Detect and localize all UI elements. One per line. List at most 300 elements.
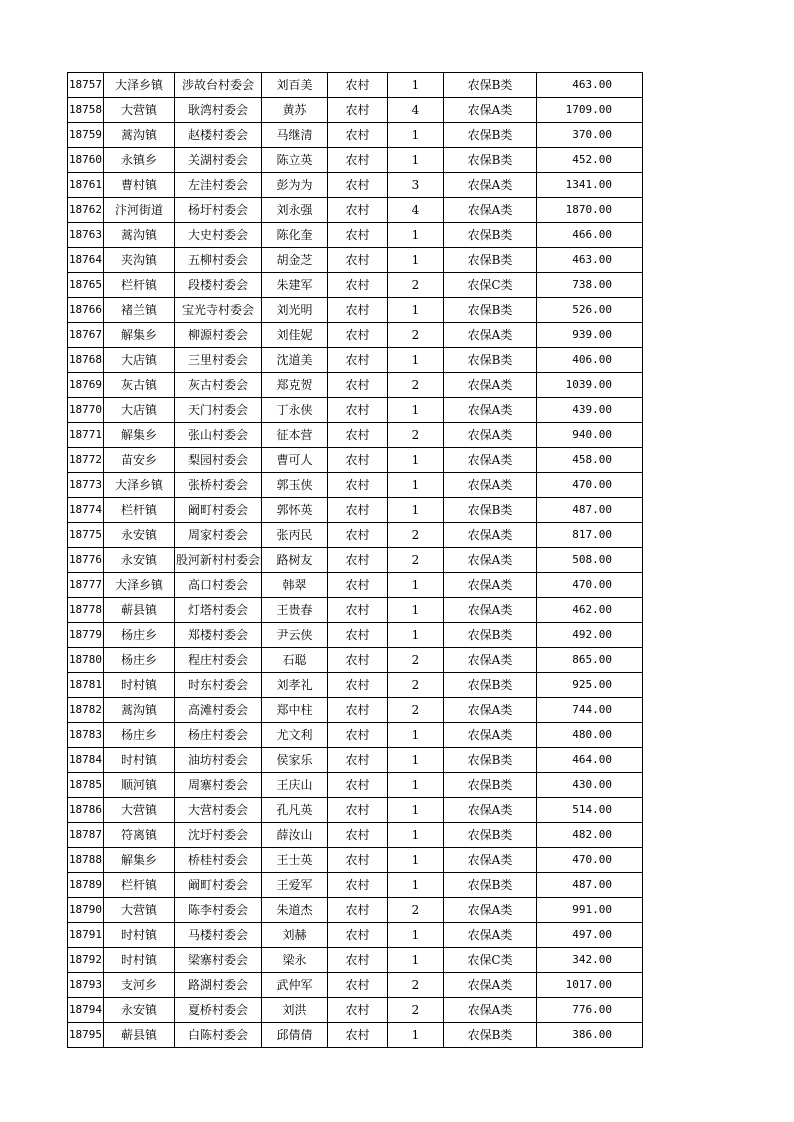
town-cell: 时村镇 [104, 748, 175, 773]
category-cell: 农保A类 [444, 698, 537, 723]
name-cell: 石聪 [262, 648, 328, 673]
household-size-cell: 2 [388, 648, 444, 673]
category-cell: 农保A类 [444, 173, 537, 198]
amount-cell: 470.00 [537, 848, 643, 873]
village-committee-cell: 张山村委会 [175, 423, 262, 448]
row-number-cell: 18760 [68, 148, 104, 173]
village-committee-cell: 高滩村委会 [175, 698, 262, 723]
village-committee-cell: 阚町村委会 [175, 498, 262, 523]
table-row [68, 123, 643, 148]
amount-cell: 470.00 [537, 573, 643, 598]
category-cell: 农保B类 [444, 348, 537, 373]
area-type-cell: 农村 [328, 398, 388, 423]
amount-cell: 470.00 [537, 473, 643, 498]
category-cell: 农保A类 [444, 548, 537, 573]
household-size-cell: 1 [388, 623, 444, 648]
town-cell: 顺河镇 [104, 773, 175, 798]
town-cell: 蕲县镇 [104, 598, 175, 623]
table-row [68, 398, 643, 423]
amount-cell: 487.00 [537, 873, 643, 898]
village-committee-cell: 宝光寺村委会 [175, 298, 262, 323]
town-cell: 大营镇 [104, 98, 175, 123]
household-size-cell: 1 [388, 348, 444, 373]
row-number-cell: 18759 [68, 123, 104, 148]
village-committee-cell: 马楼村委会 [175, 923, 262, 948]
amount-cell: 480.00 [537, 723, 643, 748]
town-cell: 大泽乡镇 [104, 473, 175, 498]
amount-cell: 991.00 [537, 898, 643, 923]
area-type-cell: 农村 [328, 1023, 388, 1048]
category-cell: 农保C类 [444, 273, 537, 298]
name-cell: 陈立英 [262, 148, 328, 173]
row-number-cell: 18792 [68, 948, 104, 973]
village-committee-cell: 段楼村委会 [175, 273, 262, 298]
relief-roster-table [67, 72, 643, 1048]
table-row [68, 523, 643, 548]
area-type-cell: 农村 [328, 373, 388, 398]
row-number-cell: 18790 [68, 898, 104, 923]
amount-cell: 817.00 [537, 523, 643, 548]
town-cell: 夹沟镇 [104, 248, 175, 273]
category-cell: 农保B类 [444, 223, 537, 248]
amount-cell: 406.00 [537, 348, 643, 373]
name-cell: 张丙民 [262, 523, 328, 548]
row-number-cell: 18776 [68, 548, 104, 573]
town-cell: 褚兰镇 [104, 298, 175, 323]
town-cell: 大营镇 [104, 798, 175, 823]
village-committee-cell: 杨圩村委会 [175, 198, 262, 223]
category-cell: 农保A类 [444, 898, 537, 923]
village-committee-cell: 大营村委会 [175, 798, 262, 823]
row-number-cell: 18794 [68, 998, 104, 1023]
household-size-cell: 2 [388, 548, 444, 573]
village-committee-cell: 路湖村委会 [175, 973, 262, 998]
town-cell: 蒿沟镇 [104, 698, 175, 723]
table-row [68, 773, 643, 798]
household-size-cell: 1 [388, 148, 444, 173]
table-row [68, 248, 643, 273]
area-type-cell: 农村 [328, 673, 388, 698]
row-number-cell: 18774 [68, 498, 104, 523]
area-type-cell: 农村 [328, 973, 388, 998]
area-type-cell: 农村 [328, 423, 388, 448]
amount-cell: 452.00 [537, 148, 643, 173]
row-number-cell: 18785 [68, 773, 104, 798]
area-type-cell: 农村 [328, 73, 388, 98]
household-size-cell: 3 [388, 173, 444, 198]
category-cell: 农保B类 [444, 623, 537, 648]
table-row [68, 948, 643, 973]
village-committee-cell: 阚町村委会 [175, 873, 262, 898]
name-cell: 刘百美 [262, 73, 328, 98]
village-committee-cell: 梨园村委会 [175, 448, 262, 473]
row-number-cell: 18767 [68, 323, 104, 348]
category-cell: 农保B类 [444, 248, 537, 273]
amount-cell: 463.00 [537, 248, 643, 273]
household-size-cell: 1 [388, 748, 444, 773]
area-type-cell: 农村 [328, 598, 388, 623]
row-number-cell: 18780 [68, 648, 104, 673]
category-cell: 农保A类 [444, 323, 537, 348]
household-size-cell: 1 [388, 123, 444, 148]
amount-cell: 939.00 [537, 323, 643, 348]
category-cell: 农保A类 [444, 723, 537, 748]
household-size-cell: 1 [388, 448, 444, 473]
household-size-cell: 1 [388, 773, 444, 798]
amount-cell: 1709.00 [537, 98, 643, 123]
category-cell: 农保B类 [444, 1023, 537, 1048]
name-cell: 薛汝山 [262, 823, 328, 848]
category-cell: 农保A类 [444, 848, 537, 873]
village-committee-cell: 股河新村村委会 [175, 548, 262, 573]
name-cell: 武仲军 [262, 973, 328, 998]
category-cell: 农保B类 [444, 823, 537, 848]
area-type-cell: 农村 [328, 648, 388, 673]
town-cell: 苗安乡 [104, 448, 175, 473]
category-cell: 农保B类 [444, 298, 537, 323]
name-cell: 刘永强 [262, 198, 328, 223]
town-cell: 大泽乡镇 [104, 73, 175, 98]
town-cell: 杨庄乡 [104, 723, 175, 748]
town-cell: 大营镇 [104, 898, 175, 923]
table-row [68, 623, 643, 648]
row-number-cell: 18789 [68, 873, 104, 898]
household-size-cell: 1 [388, 1023, 444, 1048]
area-type-cell: 农村 [328, 348, 388, 373]
household-size-cell: 1 [388, 823, 444, 848]
village-committee-cell: 灯塔村委会 [175, 598, 262, 623]
row-number-cell: 18772 [68, 448, 104, 473]
town-cell: 符离镇 [104, 823, 175, 848]
row-number-cell: 18786 [68, 798, 104, 823]
category-cell: 农保B类 [444, 148, 537, 173]
category-cell: 农保A类 [444, 373, 537, 398]
category-cell: 农保A类 [444, 423, 537, 448]
amount-cell: 925.00 [537, 673, 643, 698]
household-size-cell: 2 [388, 973, 444, 998]
town-cell: 永安镇 [104, 998, 175, 1023]
row-number-cell: 18778 [68, 598, 104, 623]
table-row [68, 273, 643, 298]
table-row [68, 198, 643, 223]
village-committee-cell: 沈圩村委会 [175, 823, 262, 848]
village-committee-cell: 陈李村委会 [175, 898, 262, 923]
area-type-cell: 农村 [328, 623, 388, 648]
town-cell: 杨庄乡 [104, 648, 175, 673]
area-type-cell: 农村 [328, 298, 388, 323]
household-size-cell: 1 [388, 473, 444, 498]
household-size-cell: 1 [388, 798, 444, 823]
row-number-cell: 18762 [68, 198, 104, 223]
village-committee-cell: 油坊村委会 [175, 748, 262, 773]
town-cell: 大泽乡镇 [104, 573, 175, 598]
area-type-cell: 农村 [328, 473, 388, 498]
table-row [68, 323, 643, 348]
row-number-cell: 18784 [68, 748, 104, 773]
name-cell: 郑克贺 [262, 373, 328, 398]
town-cell: 杨庄乡 [104, 623, 175, 648]
town-cell: 解集乡 [104, 423, 175, 448]
amount-cell: 466.00 [537, 223, 643, 248]
town-cell: 支河乡 [104, 973, 175, 998]
row-number-cell: 18761 [68, 173, 104, 198]
table-body [68, 73, 643, 1048]
name-cell: 刘洪 [262, 998, 328, 1023]
category-cell: 农保A类 [444, 573, 537, 598]
table-row [68, 873, 643, 898]
amount-cell: 1017.00 [537, 973, 643, 998]
category-cell: 农保A类 [444, 923, 537, 948]
name-cell: 朱建军 [262, 273, 328, 298]
row-number-cell: 18768 [68, 348, 104, 373]
household-size-cell: 1 [388, 73, 444, 98]
row-number-cell: 18769 [68, 373, 104, 398]
village-committee-cell: 灰古村委会 [175, 373, 262, 398]
table-row [68, 573, 643, 598]
row-number-cell: 18775 [68, 523, 104, 548]
amount-cell: 497.00 [537, 923, 643, 948]
row-number-cell: 18764 [68, 248, 104, 273]
row-number-cell: 18758 [68, 98, 104, 123]
category-cell: 农保B类 [444, 73, 537, 98]
town-cell: 大店镇 [104, 398, 175, 423]
category-cell: 农保A类 [444, 473, 537, 498]
name-cell: 刘孝礼 [262, 673, 328, 698]
table-row [68, 173, 643, 198]
category-cell: 农保A类 [444, 798, 537, 823]
row-number-cell: 18779 [68, 623, 104, 648]
town-cell: 灰古镇 [104, 373, 175, 398]
name-cell: 梁永 [262, 948, 328, 973]
area-type-cell: 农村 [328, 848, 388, 873]
name-cell: 郑中柱 [262, 698, 328, 723]
name-cell: 刘光明 [262, 298, 328, 323]
name-cell: 侯家乐 [262, 748, 328, 773]
town-cell: 大店镇 [104, 348, 175, 373]
amount-cell: 514.00 [537, 798, 643, 823]
village-committee-cell: 五柳村委会 [175, 248, 262, 273]
row-number-cell: 18771 [68, 423, 104, 448]
name-cell: 尤文利 [262, 723, 328, 748]
village-committee-cell: 左洼村委会 [175, 173, 262, 198]
category-cell: 农保A类 [444, 98, 537, 123]
table-row [68, 923, 643, 948]
amount-cell: 430.00 [537, 773, 643, 798]
village-committee-cell: 天门村委会 [175, 398, 262, 423]
table-row [68, 698, 643, 723]
name-cell: 韩翠 [262, 573, 328, 598]
town-cell: 栏杆镇 [104, 498, 175, 523]
amount-cell: 1870.00 [537, 198, 643, 223]
town-cell: 栏杆镇 [104, 273, 175, 298]
household-size-cell: 1 [388, 848, 444, 873]
area-type-cell: 农村 [328, 98, 388, 123]
name-cell: 马继清 [262, 123, 328, 148]
village-committee-cell: 白陈村委会 [175, 1023, 262, 1048]
amount-cell: 940.00 [537, 423, 643, 448]
category-cell: 农保B类 [444, 748, 537, 773]
amount-cell: 1039.00 [537, 373, 643, 398]
table-row [68, 748, 643, 773]
row-number-cell: 18770 [68, 398, 104, 423]
row-number-cell: 18777 [68, 573, 104, 598]
name-cell: 路树友 [262, 548, 328, 573]
household-size-cell: 2 [388, 423, 444, 448]
household-size-cell: 4 [388, 198, 444, 223]
amount-cell: 439.00 [537, 398, 643, 423]
area-type-cell: 农村 [328, 998, 388, 1023]
row-number-cell: 18788 [68, 848, 104, 873]
household-size-cell: 2 [388, 673, 444, 698]
row-number-cell: 18791 [68, 923, 104, 948]
table-row [68, 498, 643, 523]
table-row [68, 473, 643, 498]
town-cell: 蒿沟镇 [104, 223, 175, 248]
name-cell: 曹可人 [262, 448, 328, 473]
name-cell: 王庆山 [262, 773, 328, 798]
category-cell: 农保B类 [444, 873, 537, 898]
town-cell: 解集乡 [104, 848, 175, 873]
village-committee-cell: 时东村委会 [175, 673, 262, 698]
table-row [68, 73, 643, 98]
town-cell: 时村镇 [104, 923, 175, 948]
name-cell: 彭为为 [262, 173, 328, 198]
village-committee-cell: 三里村委会 [175, 348, 262, 373]
name-cell: 王贵春 [262, 598, 328, 623]
area-type-cell: 农村 [328, 898, 388, 923]
household-size-cell: 2 [388, 998, 444, 1023]
table-row [68, 423, 643, 448]
area-type-cell: 农村 [328, 573, 388, 598]
area-type-cell: 农村 [328, 123, 388, 148]
category-cell: 农保A类 [444, 973, 537, 998]
table-row [68, 548, 643, 573]
name-cell: 尹云侠 [262, 623, 328, 648]
household-size-cell: 1 [388, 498, 444, 523]
category-cell: 农保A类 [444, 398, 537, 423]
amount-cell: 526.00 [537, 298, 643, 323]
amount-cell: 458.00 [537, 448, 643, 473]
town-cell: 曹村镇 [104, 173, 175, 198]
row-number-cell: 18795 [68, 1023, 104, 1048]
household-size-cell: 1 [388, 723, 444, 748]
area-type-cell: 农村 [328, 698, 388, 723]
name-cell: 刘佳妮 [262, 323, 328, 348]
amount-cell: 462.00 [537, 598, 643, 623]
table-row [68, 723, 643, 748]
amount-cell: 370.00 [537, 123, 643, 148]
village-committee-cell: 杨庄村委会 [175, 723, 262, 748]
row-number-cell: 18766 [68, 298, 104, 323]
table-row [68, 648, 643, 673]
name-cell: 刘赫 [262, 923, 328, 948]
area-type-cell: 农村 [328, 248, 388, 273]
household-size-cell: 1 [388, 923, 444, 948]
table-row [68, 848, 643, 873]
village-committee-cell: 高口村委会 [175, 573, 262, 598]
area-type-cell: 农村 [328, 923, 388, 948]
category-cell: 农保C类 [444, 948, 537, 973]
town-cell: 时村镇 [104, 673, 175, 698]
amount-cell: 776.00 [537, 998, 643, 1023]
table-row [68, 348, 643, 373]
town-cell: 时村镇 [104, 948, 175, 973]
village-committee-cell: 梁寨村委会 [175, 948, 262, 973]
name-cell: 陈化奎 [262, 223, 328, 248]
village-committee-cell: 夏桥村委会 [175, 998, 262, 1023]
household-size-cell: 1 [388, 398, 444, 423]
table-row [68, 798, 643, 823]
row-number-cell: 18765 [68, 273, 104, 298]
area-type-cell: 农村 [328, 498, 388, 523]
amount-cell: 463.00 [537, 73, 643, 98]
amount-cell: 492.00 [537, 623, 643, 648]
household-size-cell: 1 [388, 948, 444, 973]
household-size-cell: 2 [388, 898, 444, 923]
village-committee-cell: 耿湾村委会 [175, 98, 262, 123]
village-committee-cell: 郑楼村委会 [175, 623, 262, 648]
area-type-cell: 农村 [328, 798, 388, 823]
table-row [68, 598, 643, 623]
household-size-cell: 2 [388, 523, 444, 548]
area-type-cell: 农村 [328, 148, 388, 173]
table-row [68, 973, 643, 998]
amount-cell: 508.00 [537, 548, 643, 573]
area-type-cell: 农村 [328, 823, 388, 848]
name-cell: 王爱军 [262, 873, 328, 898]
area-type-cell: 农村 [328, 873, 388, 898]
village-committee-cell: 大史村委会 [175, 223, 262, 248]
village-committee-cell: 赵楼村委会 [175, 123, 262, 148]
household-size-cell: 1 [388, 573, 444, 598]
category-cell: 农保B类 [444, 498, 537, 523]
row-number-cell: 18783 [68, 723, 104, 748]
area-type-cell: 农村 [328, 198, 388, 223]
town-cell: 蒿沟镇 [104, 123, 175, 148]
table-row [68, 998, 643, 1023]
area-type-cell: 农村 [328, 523, 388, 548]
name-cell: 孔凡英 [262, 798, 328, 823]
household-size-cell: 1 [388, 298, 444, 323]
table-row [68, 673, 643, 698]
village-committee-cell: 桥桂村委会 [175, 848, 262, 873]
household-size-cell: 2 [388, 273, 444, 298]
name-cell: 征本营 [262, 423, 328, 448]
village-committee-cell: 关湖村委会 [175, 148, 262, 173]
table-row [68, 298, 643, 323]
name-cell: 郭怀英 [262, 498, 328, 523]
category-cell: 农保A类 [444, 198, 537, 223]
row-number-cell: 18757 [68, 73, 104, 98]
category-cell: 农保B类 [444, 673, 537, 698]
category-cell: 农保A类 [444, 998, 537, 1023]
name-cell: 邱倩倩 [262, 1023, 328, 1048]
amount-cell: 487.00 [537, 498, 643, 523]
category-cell: 农保A类 [444, 523, 537, 548]
town-cell: 蕲县镇 [104, 1023, 175, 1048]
amount-cell: 744.00 [537, 698, 643, 723]
table-row [68, 823, 643, 848]
area-type-cell: 农村 [328, 323, 388, 348]
category-cell: 农保A类 [444, 598, 537, 623]
name-cell: 郭玉侠 [262, 473, 328, 498]
area-type-cell: 农村 [328, 548, 388, 573]
amount-cell: 386.00 [537, 1023, 643, 1048]
amount-cell: 738.00 [537, 273, 643, 298]
village-committee-cell: 张桥村委会 [175, 473, 262, 498]
table-row [68, 898, 643, 923]
category-cell: 农保B类 [444, 123, 537, 148]
